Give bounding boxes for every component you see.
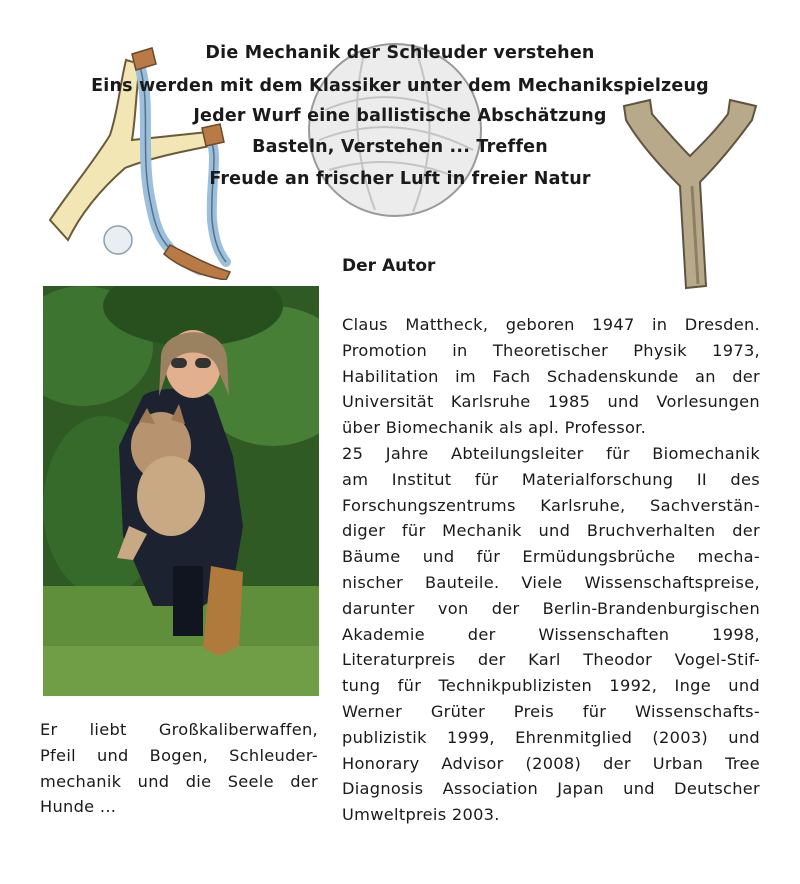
heading-line-3: Jeder Wurf eine ballistische Abschätzung	[193, 106, 607, 126]
bio-line: Literaturpreis der Karl Theodor Vogel-Stif-	[342, 650, 760, 670]
bio-line: publizistik 1999, Ehrenmitglied (2003) und	[342, 727, 760, 747]
author-bio	[342, 312, 760, 828]
bio-line: Claus Mattheck, geboren 1947 in Dresden.	[342, 315, 760, 334]
bio-line: diger für Mechanik und Bruchverhalten der	[342, 521, 760, 541]
bio-line: Bäume und für Ermüdungsbrüche mecha-	[342, 547, 760, 567]
bio-line: Diagnosis Association Japan und Deutscher	[342, 779, 760, 799]
bio-line: Promotion in Theoretischer Physik 1973,	[342, 340, 760, 360]
bio-line: Universität Karlsruhe 1985 und Vorlesungen	[342, 392, 760, 412]
bio-line: am Institut für Materialforschung II des	[342, 469, 760, 489]
heading-line-5: Freude an frischer Luft in freier Natur	[209, 169, 591, 189]
bio-line: Akademie der Wissenschaften 1998,	[342, 624, 760, 644]
bio-line: 25 Jahre Abteilungsleiter für Biomechanik	[342, 443, 760, 463]
section-title: Der Autor	[342, 256, 436, 276]
heading-line-1: Die Mechanik der Schleuder verstehen	[205, 43, 595, 63]
bio-line: Forschungszentrums Karlsruhe, Sachverstän-	[342, 495, 760, 515]
caption-line: Hunde ...	[40, 797, 117, 817]
bio-line: Honorary Advisor (2008) der Urban Tree	[342, 753, 760, 773]
caption-line: Pfeil und Bogen, Schleuder-	[40, 745, 318, 765]
bio-line: Habilitation im Fach Schadenskunde an der	[342, 366, 760, 386]
bio-line: nischer Bauteile. Viele Wissenschaftspreise,	[342, 572, 760, 592]
bio-line: tung für Technikpublizisten 1992, Inge und	[342, 676, 760, 696]
bio-line: über Biomechanik als apl. Professor.	[342, 418, 647, 438]
bio-line: darunter von der Berlin-Brandenburgischen	[342, 598, 760, 618]
bio-line: Umweltpreis 2003.	[342, 805, 500, 825]
bio-line: Werner Grüter Preis für Wissenschafts-	[342, 701, 760, 721]
ball	[104, 226, 132, 254]
photo-caption	[40, 717, 318, 820]
caption-line: Er liebt Großkaliberwaffen,	[40, 720, 318, 739]
yarn-ball-illustration	[305, 40, 485, 220]
heading-line-4: Basteln, Verstehen ... Treffen	[252, 137, 548, 157]
metal-slingshot-illustration	[620, 96, 760, 296]
heading-line-2: Eins werden mit dem Klassiker unter dem Mechanikspielzeug	[91, 76, 709, 96]
caption-line: mechanik und die Seele der	[40, 771, 318, 791]
author-photo	[43, 286, 319, 696]
